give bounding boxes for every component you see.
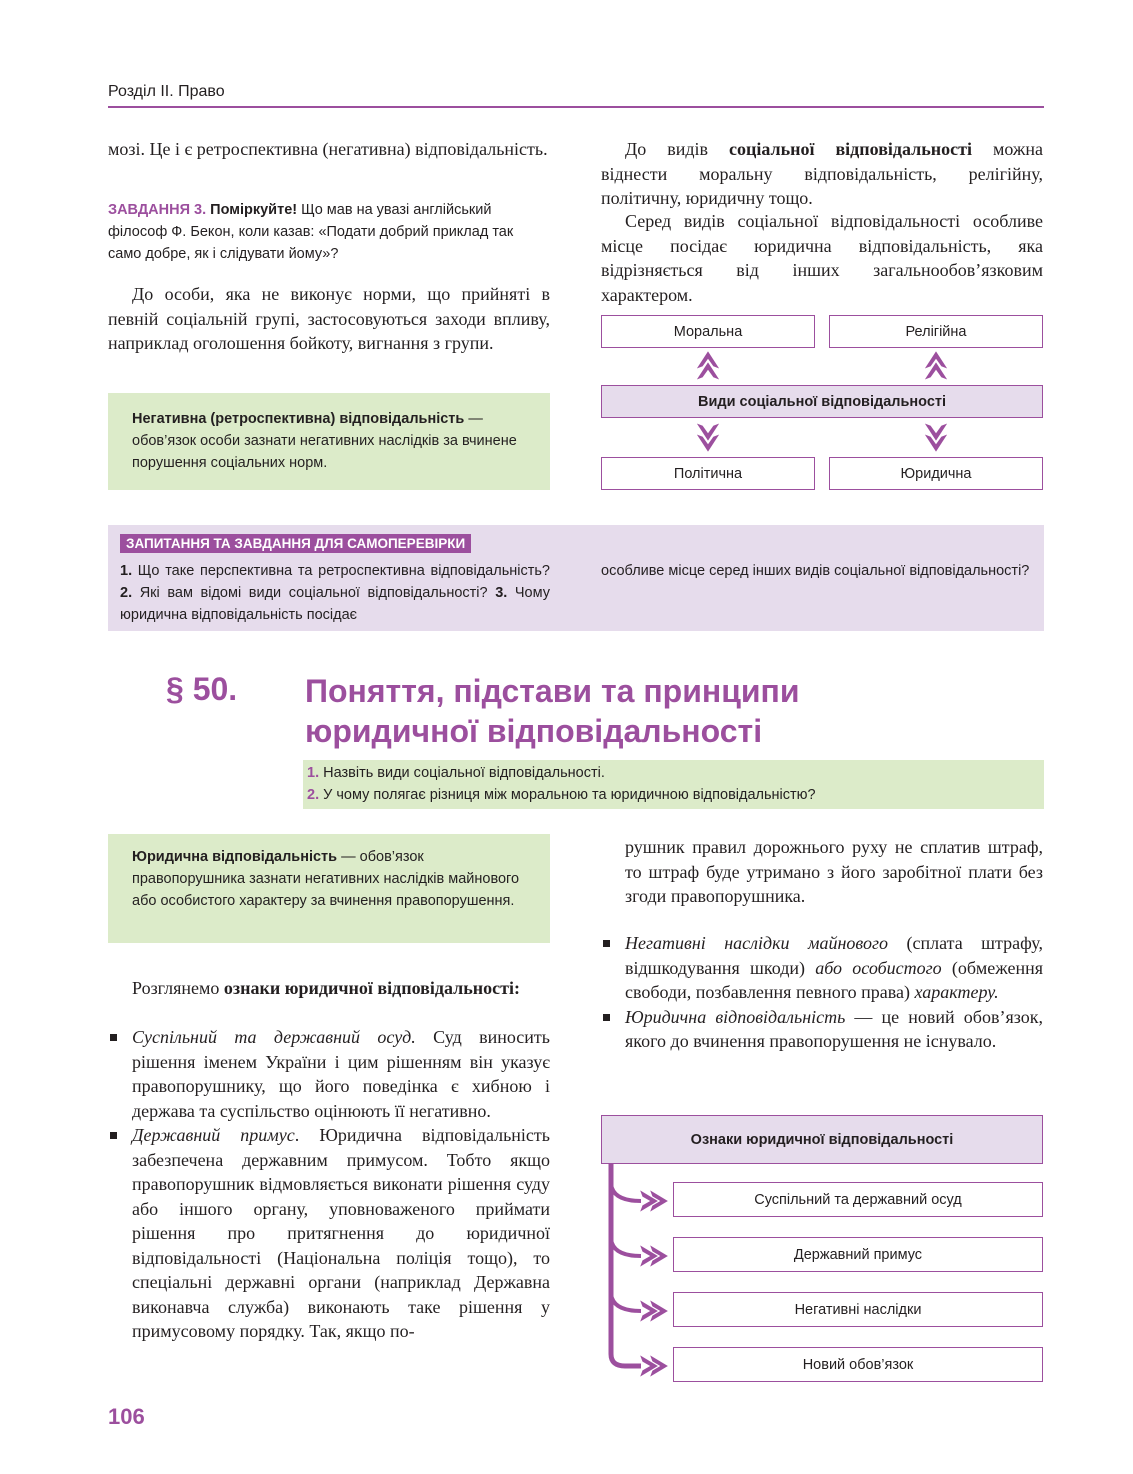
list-item <box>108 1025 550 1123</box>
diagram-box-political: Політична <box>601 457 815 490</box>
item-italic: Суспільний та державний осуд. <box>132 1027 416 1047</box>
item-text: — це новий обов’язок, якого до вчинення правопорушення не існувало. <box>625 1006 1043 1051</box>
paragraph-boycott: До особи, яка не виконує норми, що прийняті в певній соціальній групі, застосовуються заходи впливу, наприклад оголошення бойкоту, вигнання з групи. <box>108 284 550 353</box>
q-num: 3. <box>495 585 508 601</box>
definition-text: — обов’язок особи зазнати негативних наслідків за вчинене порушення соціальних норм. <box>132 411 517 471</box>
diagram-arrows <box>601 348 1043 457</box>
q-num: 2. <box>307 787 320 803</box>
task-text: Що мав на увазі англійський філософ Ф. Бекон, коли казав: «Подати добрий приклад так само добре, як і слідувати йому»? <box>108 202 514 262</box>
diagram2-item-4: Новий обов’язок <box>673 1347 1043 1382</box>
item-text: (обмеження свободи, позбавлення певного права) <box>625 957 1044 1002</box>
features-intro <box>108 976 550 1001</box>
q-text: Чому юридична відповідальність посідає <box>120 585 551 623</box>
item-text: Суд виносить рішення іменем України і цим рішенням він указує правопорушнику, що його поведінка є хибною і держава та суспільство оцінюють її негативно. <box>132 1027 550 1121</box>
task-label: ЗАВДАННЯ 3. <box>108 202 207 218</box>
arrow-down-icon <box>923 422 949 453</box>
definition-box-legal <box>108 834 550 943</box>
q-num: 1. <box>307 765 320 781</box>
q-text: У чому полягає різниця між моральною та юридичною відповідальністю? <box>323 787 816 803</box>
warmup-q1 <box>307 762 605 784</box>
review-title: ЗАПИТАННЯ ТА ЗАВДАННЯ ДЛЯ САМОПЕРЕВІРКИ <box>120 534 471 553</box>
q-num: 1. <box>120 563 133 579</box>
arrow-up-icon <box>695 350 721 381</box>
running-header: Розділ II. Право <box>108 83 225 100</box>
diagram2-connector <box>601 1164 681 1384</box>
continued-paragraph: рушник правил дорожнього руху не сплатив штраф, то штраф буде утримано з його заробітної плати без згоди правопорушника. <box>625 837 1043 906</box>
item-italic: Державний примус <box>132 1125 295 1145</box>
review-questions-right: особливе місце серед інших видів соціальної відповідальності? <box>601 563 1030 579</box>
header-divider <box>108 106 1044 108</box>
arrow-right-icon <box>639 1299 669 1323</box>
intro-text: Розглянемо <box>132 978 224 998</box>
item-italic: або особистого <box>815 957 942 978</box>
diagram2-item-2: Державний примус <box>673 1237 1043 1272</box>
arrow-right-icon <box>639 1189 669 1213</box>
definition-legal <box>132 846 526 912</box>
diagram2-item-3: Негативні наслідки <box>673 1292 1043 1327</box>
paragraph-social-types <box>601 137 1043 211</box>
arrow-down-icon <box>695 422 721 453</box>
p1-text-c: можна віднести моральну відповідальність, релігійну, політичну, юридичну тощо. <box>601 139 1043 208</box>
section-title <box>305 671 800 751</box>
warmup-q2 <box>307 784 816 806</box>
p1-text-a: До видів <box>625 139 729 159</box>
task-strong: Поміркуйте! <box>210 202 298 218</box>
review-questions-left <box>120 560 550 626</box>
p1-strong: соціальної відповідальності <box>728 139 973 159</box>
diagram2-item-1: Суспільний та державний осуд <box>673 1182 1043 1217</box>
features-list-right <box>601 931 1043 1054</box>
definition-term: Юридична відповідальність <box>132 849 338 865</box>
arrow-up-icon <box>923 350 949 381</box>
definition-box-negative <box>108 393 550 490</box>
item-italic: Негативні наслідки майнового <box>625 933 889 953</box>
q-text: Що таке перспективна та ретроспективна відповідальність? <box>132 563 550 579</box>
features-list-left <box>108 1025 550 1344</box>
page-number: 106 <box>108 1404 145 1429</box>
item-italic: характеру. <box>914 982 999 1002</box>
list-item <box>601 931 1043 1005</box>
task-3 <box>108 199 550 265</box>
q-num: 2. <box>120 585 133 601</box>
arrow-right-icon <box>639 1244 669 1268</box>
item-text: . Юридична відповідальність забезпечена державним примусом. Тобто якщо правопорушник відмовляється виконати рішення суду або іншого органу, уповноваженого приймати рішення про притягнення до юридичної відповідальності (Національна поліція тощо), то спеціальні державні органи (наприклад Державна виконавча служба) виконають таке рішення у примусовому порядку. Так, якщо по- <box>132 1125 550 1341</box>
item-text: (сплата штрафу, відшкодування шкоди) <box>625 933 1043 978</box>
paragraph-legal-place: Серед видів соціальної відповідальності особливе місце посідає юридична відповідальність, яка відрізняється від інших загальнообов’язковим характером. <box>601 211 1043 305</box>
intro-strong: ознаки юридичної відповідальності: <box>223 978 520 998</box>
arrow-right-icon <box>639 1354 669 1378</box>
section-title-line-2: юридичної відповідальності <box>305 713 763 749</box>
review-box <box>108 525 1044 631</box>
diagram-box-legal: Юридична <box>829 457 1043 490</box>
diagram-box-social-types: Види соціальної відповідальності <box>601 385 1043 418</box>
section-title-line-1: Поняття, підстави та принципи <box>305 673 800 709</box>
q-text: Назвіть види соціальної відповідальності. <box>323 765 605 781</box>
diagram-box-religious: Релігійна <box>829 315 1043 348</box>
q-text: Які вам відомі види соціальної відповідальності? <box>132 585 496 601</box>
section-number: § 50. <box>166 671 238 707</box>
list-item <box>108 1123 550 1344</box>
intro-paragraph: мозі. Це і є ретроспективна (негативна) відповідальність. <box>108 139 548 159</box>
list-item <box>601 1005 1043 1054</box>
diagram-box-moral: Моральна <box>601 315 815 348</box>
item-italic: Юридична відповідальність <box>625 1006 846 1027</box>
definition-term: Негативна (ретроспективна) відповідальність <box>132 411 465 427</box>
definition-text: — обов’язок правопорушника зазнати негативних наслідків майнового або особистого характеру за вчинення правопорушення. <box>132 849 520 909</box>
diagram2-title: Ознаки юридичної відповідальності <box>601 1115 1043 1164</box>
warmup-questions <box>303 760 1044 809</box>
definition-negative <box>132 408 526 474</box>
